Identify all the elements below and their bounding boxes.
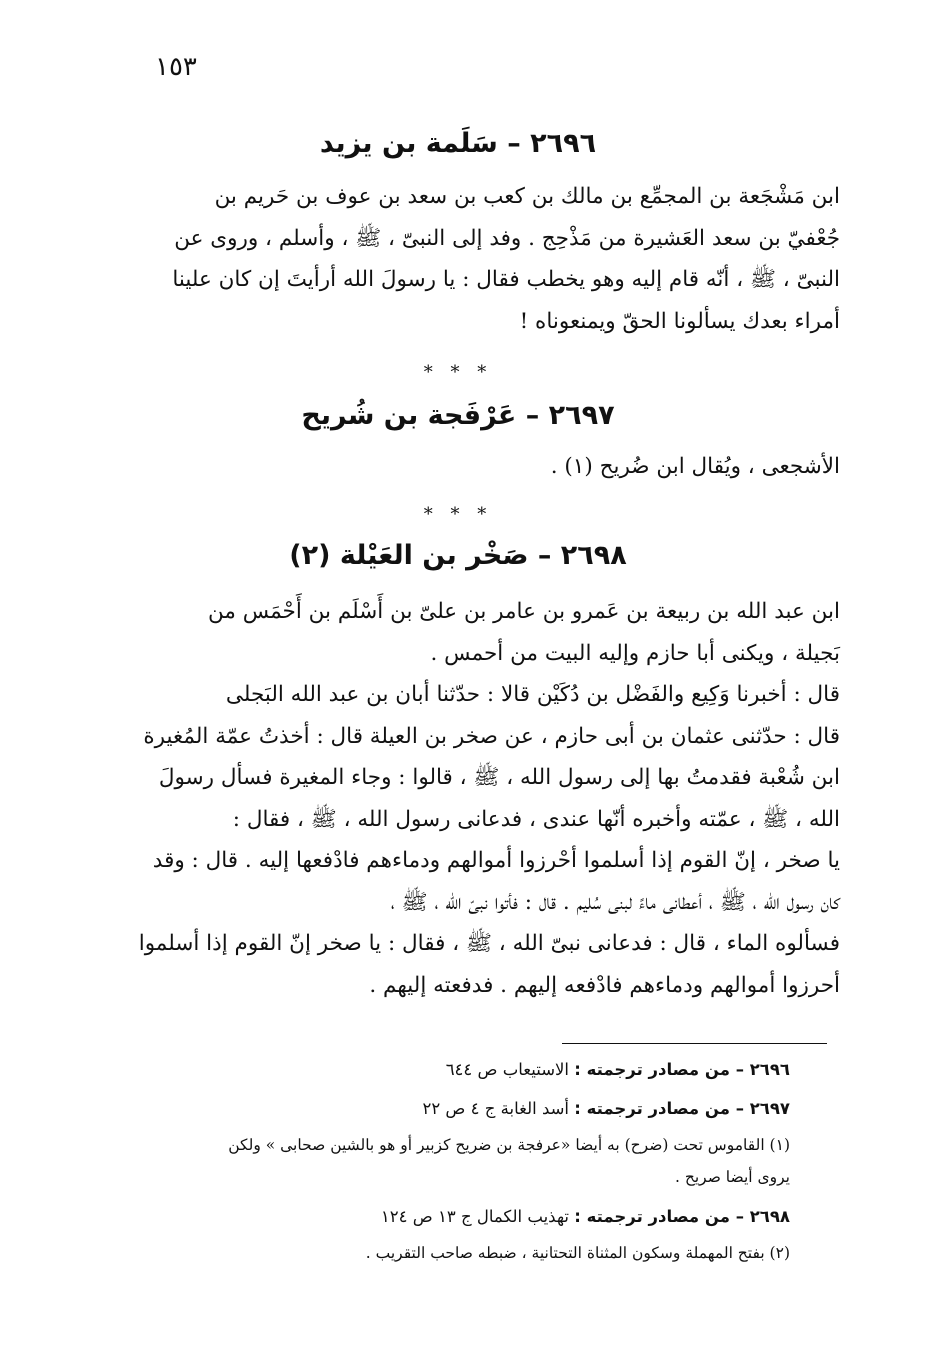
text-line: الأشجعى ، ويُقال ابن ضُريح (١) . [550,454,840,479]
footnote-label: ٢٦٩٧ – من مصادر ترجمته : [574,1099,790,1118]
text-line: أحرزوا أموالهم ودماءهم فادْفعه إليهم . فدفعته إليهم . [369,972,840,998]
footnote-1 [130,1130,790,1160]
text-line: ابن مَشْجَعة بن المجمِّع بن مالك بن كعب بن سعد بن عوف بن حَريم بن [214,184,840,209]
footnote-text: تهذيب الكمال ج ١٣ ص ١٢٤ [380,1207,575,1226]
text-line: كان رسول الله ، ﷺ ، أعطانى ماءً لبنى سُليم . قال : فأتوا نبىّ الله ، ﷺ ، [390,889,840,915]
text-line: الله ، ﷺ ، عمّته وأخبره أنّها عندى ، فدعانى رسول الله ، ﷺ ، فقال : [232,806,840,832]
entry-body-2698 [130,591,840,1006]
footnote-source-2698 [130,1202,790,1232]
footnote-rule [562,1043,827,1044]
text-line: يا صخر ، إنّ القوم إذا أسلموا أحْرزوا أموالهم ودماءهم فادْفعها إليه . قال : وقد [152,848,840,873]
footnote-source-2696 [130,1055,790,1085]
footnote-1-continued [130,1162,790,1192]
footnote-source-2697 [130,1094,790,1124]
entry-heading-2696: ٢٦٩٦ – سَلَمة بن يزيد [319,128,597,159]
entry-body-2696 [130,176,840,342]
section-separator: * * * [423,504,493,525]
text-line: ابن عبد الله بن ربيعة بن عَمرو بن عامر بن علىّ بن أَسْلَم بن أَحْمَس من [208,599,840,624]
text-line: ابن شُعْبة فقدمتُ بها إلى رسول الله ، ﷺ ، قالوا : وجاء المغيرة فسأل رسولَ [158,765,840,790]
footnote-text: أسد الغابة ج ٤ ص ٢٢ [422,1099,575,1118]
text-line: جُعْفيّ بن سعد العَشيرة من مَذْحِج . وفد إلى النبىّ ، ﷺ ، وأسلم ، وروى عن [174,225,840,251]
footnote-label: ٢٦٩٨ – من مصادر ترجمته : [574,1207,790,1226]
footnote-text: يروى أيضا صريح . [674,1168,790,1186]
text-line: قال : أخبرنا وَكِيع والفَضْل بن دُكَيْن قالا : حدّثنا أبان بن عبد الله البَجلى [225,682,840,707]
section-separator: * * * [423,362,493,383]
page-number: ١٥٣ [155,52,197,82]
text-line: فسألوه الماء ، قال : فدعانى نبىّ الله ، ﷺ ، فقال : يا صخر إنّ القوم إذا أسلموا [138,931,840,956]
entry-body-2697 [130,446,840,488]
text-line: بَجيلة ، ويكنى أبا حازم وإليه البيت من أحمس . [430,640,840,666]
footnote-text: الاستيعاب ص ٦٤٤ [445,1060,575,1079]
text-line: قال : حدّثنى عثمان بن أبى حازم ، عن صخر بن العيلة قال : أخذتُ عمّة المُغيرة [143,723,840,749]
entry-heading-2698: ٢٦٩٨ – صَخْر بن العَيْلة (٢) [289,540,627,571]
entry-heading-2697: ٢٦٩٧ – عَرْفَجة بن شُريح [301,400,615,431]
text-line: النبىّ ، ﷺ ، أنّه قام إليه وهو يخطب فقال : يا رسولَ الله أرأيتَ إن كان علينا [172,267,840,292]
text-line: أمراء بعدك يسألونا الحقّ ويمنعوناه ! [519,308,840,334]
footnote-2 [130,1238,790,1268]
footnote-label: ٢٦٩٦ – من مصادر ترجمته : [574,1060,790,1079]
footnote-text: (١) القاموس تحت (ضرح) به أيضا «عرفجة بن ضريح كزبير أو هو بالشين صحابى » ولكن [228,1136,790,1154]
footnote-text: (٢) بفتح المهملة وسكون المثناة التحتانية ، ضبطه صاحب التقريب . [365,1244,790,1262]
